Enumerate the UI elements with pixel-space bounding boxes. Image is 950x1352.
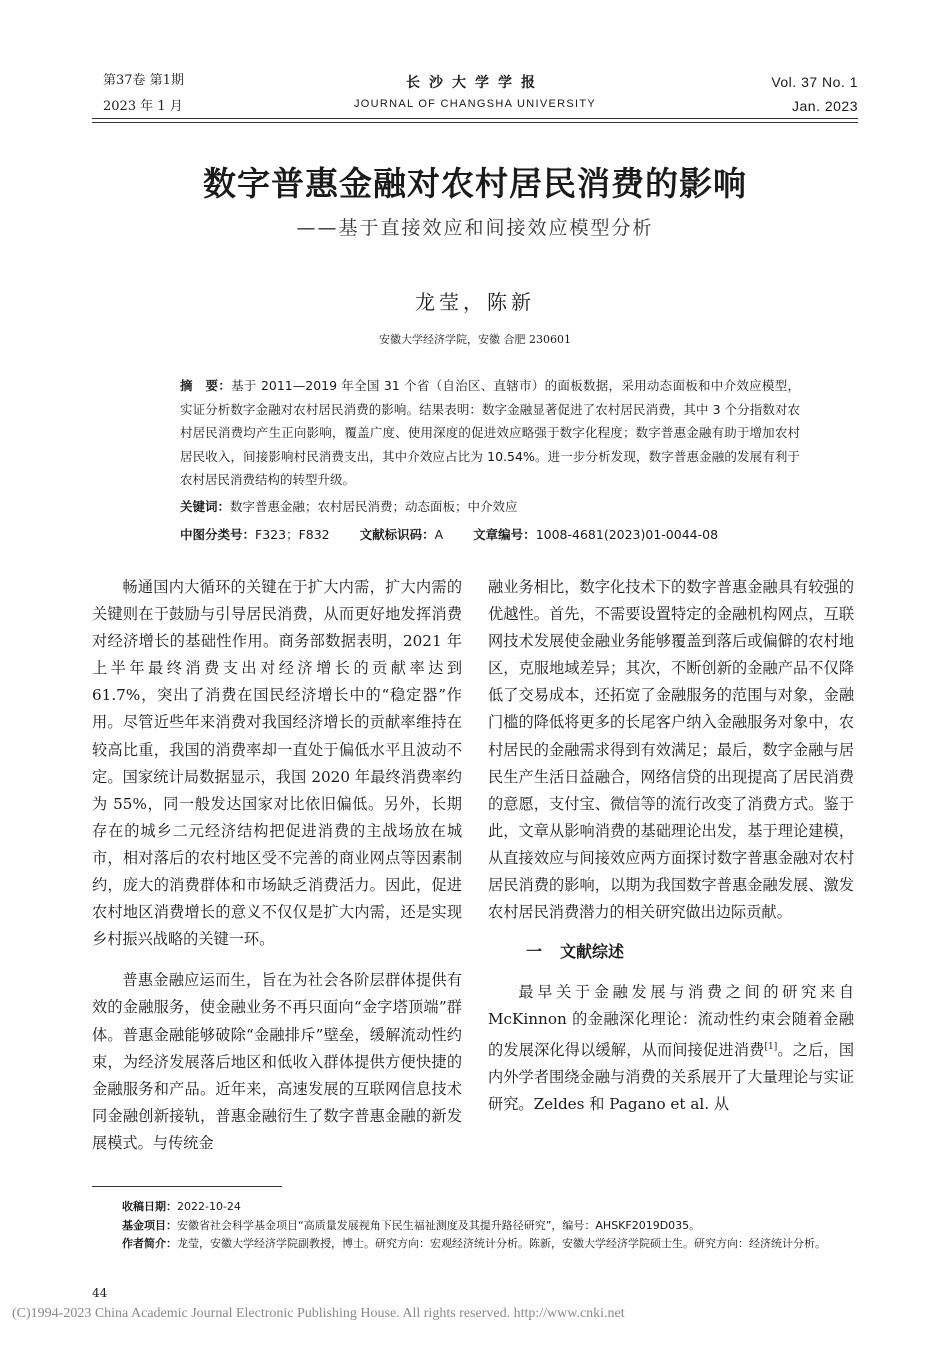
article-title: 数字普惠金融对农村居民消费的影响 xyxy=(203,164,747,203)
article-subtitle: ——基于直接效应和间接效应模型分析 xyxy=(296,217,654,239)
body-paragraph: 普惠金融应运而生，旨在为社会各阶层群体提供有效的金融服务，使金融业务不再只面向“金字塔顶端”群体。普惠金融能够破除“金融排斥”壁垒，缓解流动性约束，为经济发展落后地区和低收入群体提供方便快捷的金融服务和产品。近年来，高速发展的互联网信息技术同金融创新接轨，普惠金融衍生了数字普惠金融的新发展模式。与传统金 xyxy=(92,971,462,1152)
volume-issue-cn: 第37卷 第1期 xyxy=(103,73,184,88)
footnotes xyxy=(122,1198,857,1254)
body-right-column xyxy=(488,574,854,1118)
date-cn: 2023 年 1 月 xyxy=(103,99,183,114)
citation[interactable]: [1] xyxy=(764,1041,778,1052)
section-title: 文献综述 xyxy=(560,942,625,962)
date-en: Jan. 2023 xyxy=(792,98,858,114)
abstract xyxy=(180,374,800,492)
article-no-label: 文章编号： xyxy=(473,527,536,542)
fund-label: 基金项目： xyxy=(122,1218,177,1232)
received-label: 收稿日期： xyxy=(122,1200,177,1213)
abstract-paragraph xyxy=(180,374,800,492)
page-number: 44 xyxy=(92,1286,108,1300)
author-affiliation: 安徽大学经济学院，安徽 合肥 230601 xyxy=(379,333,571,346)
body-paragraph: 融业务相比，数字化技术下的数字普惠金融具有较强的优越性。首先，不需要设置特定的金融机构网点，互联网技术发展使金融业务能够覆盖到落后或偏僻的农村地区，克服地域差异；其次，不断创新的金融产品不仅降低了交易成本，还拓宽了金融服务的范围与对象，金融门槛的降低将更多的长尾客户纳入金融服务对象中，农村居民的金融需求得到有效满足；最后，数字金融与居民生产生活日益融合，网络信贷的出现提高了居民消费的意愿，支付宝、微信等的流行改变了消费方式。鉴于此，文章从影响消费的基础理论出发，基于理论建模，从直接效应与间接效应两方面探讨数字普惠金融对农村居民消费的影响，以期为我国数字普惠金融发展、激发农村居民消费潜力的相关研究做出边际贡献。 xyxy=(488,578,854,922)
keywords-line xyxy=(180,497,800,515)
header-rule xyxy=(92,118,858,123)
doc-code-value: A xyxy=(434,527,444,542)
classification-line xyxy=(180,525,800,543)
section-heading xyxy=(488,938,854,965)
header-center xyxy=(330,72,620,110)
journal-name-en: JOURNAL OF CHANGSHA UNIVERSITY xyxy=(353,98,597,110)
body-paragraph: 畅通国内大循环的关键在于扩大内需，扩大内需的关键则在于鼓励与引导居民消费，从而更好地发挥消费对经济增长的基础性作用。商务部数据表明，2021 年上半年最终消费支出对经济增长的贡献率达到 61.7%，突出了消费在国民经济增长中的“稳定器”作用。尽管近些年来消费对我国经济增长的贡献率维持在较高比重，我国的消费率却一直处于偏低水平且波动不定。国家统计局数据显示，我国 2020 年最终消费率约为 55%，同一般发达国家对比依旧偏低。另外，长期存在的城乡二元经济结构把促进消费的主战场放在城市，相对落后的农村地区受不完善的商业网点等因素制约，庞大的消费群体和市场缺乏消费活力。因此，促进农村地区消费增长的意义不仅仅是扩大内需，还是实现乡村振兴战略的关键一环。 xyxy=(92,578,462,949)
section-number: 一 xyxy=(526,942,543,962)
article-no-value: 1008-4681(2023)01-0044-08 xyxy=(535,527,719,542)
abstract-text: 基于 2011—2019 年全国 31 个省（自治区、直辖市）的面板数据，采用动态面板和中介效应模型，实证分析数字金融对农村居民消费的影响。结果表明：数字金融显著促进了农村居民消费，其中 3 个分指数对农村居民消费均产生正向影响，覆盖广度、使用深度的促进效应略强于数字化程度；数字普惠金融有助于增加农村居民收入，间接影响村民消费支出，其中介效应占比为 10.54%。进一步分析发现，数字普惠金融的发展有利于农村居民消费结构的转型升级。 xyxy=(180,378,800,488)
paragraph-text: 最早关于金融发展与消费之间的研究来自 McKinnon 的金融深化理论：流动性约束会随着金融的发展深化得以缓解，从而间接促进消费 xyxy=(488,983,854,1059)
footnote-received xyxy=(122,1198,857,1217)
footnote-bio xyxy=(122,1235,857,1254)
volume-issue-en: Vol. 37 No. 1 xyxy=(771,74,858,90)
footnote-fund xyxy=(122,1217,857,1236)
doc-code-label: 文献标识码： xyxy=(359,527,435,542)
keywords: 数字普惠金融；农村居民消费；动态面板；中介效应 xyxy=(230,499,518,514)
header-right xyxy=(771,70,858,118)
clc-label: 中图分类号： xyxy=(180,527,256,542)
footnote-rule xyxy=(92,1186,282,1187)
abstract-label: 摘 要： xyxy=(180,378,232,393)
bio-label: 作者简介： xyxy=(122,1237,177,1250)
received-date: 2022-10-24 xyxy=(177,1200,241,1213)
body-left-column xyxy=(92,574,462,1157)
clc-value: F323；F832 xyxy=(255,527,330,542)
bio-text: 龙莹，安徽大学经济学院副教授，博士。研究方向：宏观经济统计分析。陈新，安徽大学经济学院硕士生。研究方向：经济统计分析。 xyxy=(177,1237,826,1250)
journal-name-cn: 长沙大学学报 xyxy=(406,75,544,91)
copyright-notice: (C)1994-2023 China Academic Journal Electronic Publishing House. All rights reserved. http://www.cnki.net xyxy=(12,1306,625,1321)
body-paragraph xyxy=(488,979,854,1118)
fund-text: 安徽省社会科学基金项目“高质量发展视角下民生福祉测度及其提升路径研究”，编号：AHSKF2019D035。 xyxy=(177,1218,701,1232)
header-left xyxy=(103,68,184,120)
article-authors: 龙莹，陈新 xyxy=(415,290,535,314)
keywords-label: 关键词： xyxy=(180,499,231,514)
paragraph-text: 。之后，国内外学者围绕金融与消费的关系展开了大量理论与实证研究。Zeldes 和 Pagano et al. 从 xyxy=(488,1040,855,1113)
